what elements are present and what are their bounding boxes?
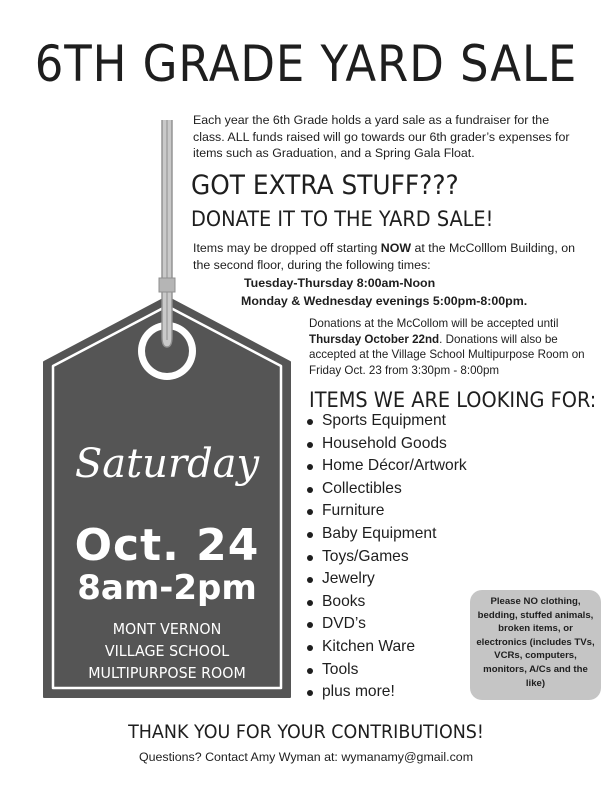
- tag-location-line-3: MULTIPURPOSE ROOM: [88, 664, 246, 682]
- flyer-title: 6TH GRADE YARD SALE: [34, 35, 578, 93]
- list-item: Home Décor/Artwork: [306, 455, 467, 478]
- donations-suffix: . Donations will also be accepted at the Village School Multipurpose Room on Friday Oct. 23 from 3:30pm - 8:00pm: [309, 332, 585, 377]
- got-extra-stuff-heading: GOT EXTRA STUFF???: [191, 170, 459, 201]
- tag-day: Saturday: [74, 441, 260, 487]
- list-item: Household Goods: [306, 433, 467, 456]
- list-item: Jewelry: [306, 568, 467, 591]
- tag-hours: 8am-2pm: [77, 568, 257, 608]
- donations-deadline: Thursday October 22nd: [309, 332, 440, 346]
- list-item: Tools: [306, 659, 467, 682]
- list-item: Sports Equipment: [306, 410, 467, 433]
- intro-paragraph: Each year the 6th Grade holds a yard sale as a fundraiser for the class. ALL funds raised will go towards our 6th grader’s expenses for items such as Graduation, and a Spring Gala Float.: [193, 113, 570, 160]
- list-item: Collectibles: [306, 478, 467, 501]
- list-item: Toys/Games: [306, 546, 467, 569]
- list-item: Books: [306, 591, 467, 614]
- items-heading: ITEMS WE ARE LOOKING FOR:: [309, 388, 597, 412]
- dropoff-prefix: Items may be dropped off starting: [193, 241, 381, 255]
- dropoff-times-evening: Monday & Wednesday evenings 5:00pm-8:00pm.: [241, 294, 528, 308]
- donate-heading: DONATE IT TO THE YARD SALE!: [191, 207, 494, 231]
- dropoff-suffix: at the McColllom Building, on the second floor, during the following times:: [193, 241, 575, 272]
- tag-location-line-1: MONT VERNON: [112, 620, 222, 638]
- tag-string-clip: [159, 278, 175, 292]
- list-item: Furniture: [306, 500, 467, 523]
- donations-prefix: Donations at the McCollom will be accepted until: [309, 317, 559, 330]
- tag-location-line-2: VILLAGE SCHOOL: [104, 642, 230, 660]
- list-item: DVD’s: [306, 613, 467, 636]
- list-item: plus more!: [306, 681, 467, 704]
- list-item: Baby Equipment: [306, 523, 467, 546]
- dropoff-now: NOW: [380, 241, 412, 255]
- dropoff-times-weekday: Tuesday-Thursday 8:00am-Noon: [244, 276, 436, 290]
- thank-you-heading: THANK YOU FOR YOUR CONTRIBUTIONS!: [128, 721, 484, 743]
- contact-line: Questions? Contact Amy Wyman at: wymanamy@gmail.com: [138, 750, 474, 764]
- list-item: Kitchen Ware: [306, 636, 467, 659]
- no-items-notice: Please NO clothing, bedding, stuffed animals, broken items, or electronics (includes TVs, VCRs, computers, monitors, A/Cs and the like): [470, 590, 601, 700]
- tag-date: Oct. 24: [74, 520, 260, 571]
